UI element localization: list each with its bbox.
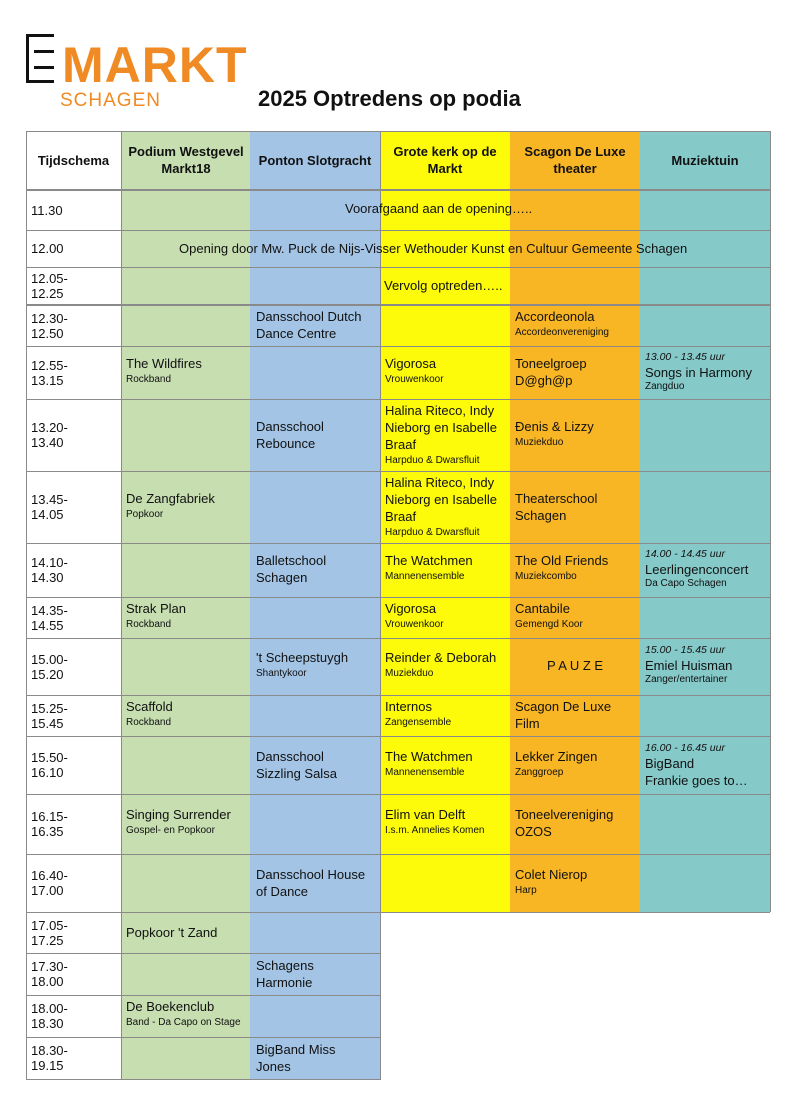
performer-name: Popkoor 't Zand: [126, 925, 218, 940]
row-divider: [26, 695, 770, 696]
performer-name-2: Frankie goes to…: [645, 773, 748, 788]
performer-name: The Watchmen: [385, 749, 473, 764]
performance-cell: [515, 866, 637, 899]
time-slot: 15.00-15.20: [31, 651, 68, 682]
performance-time: 15.00 - 15.45 uur: [645, 644, 725, 656]
logo-bar: [34, 50, 54, 53]
table-border: [26, 189, 770, 191]
performer-type: Harp: [515, 885, 537, 896]
performer-name: Songs in Harmony: [645, 365, 752, 380]
performance-cell: [385, 474, 505, 541]
performance-cell: [256, 308, 366, 342]
logo-bar: [26, 34, 29, 80]
span-pre-opening: Voorafgaand aan de opening…..: [345, 201, 533, 216]
performance-cell: [515, 806, 637, 840]
performer-name: Halina Riteco, Indy Nieborg en Isabelle Braaf: [385, 403, 498, 452]
performer-name: The Wildfires: [126, 356, 202, 371]
time-slot: 11.30: [31, 203, 63, 218]
performance-cell: [385, 806, 509, 839]
time-slot: 18.00-18.30: [31, 1001, 68, 1031]
row-divider: [26, 794, 770, 795]
performer-name: Scaffold: [126, 699, 173, 714]
row-divider: [26, 230, 770, 231]
performance-cell: [645, 741, 769, 789]
performance-cell: [385, 748, 505, 781]
performer-name: Accordeonola: [515, 309, 595, 324]
table-border: [26, 131, 27, 1079]
time-slot: 12.55-13.15: [31, 357, 68, 388]
logo-bar: [34, 66, 54, 69]
performance-cell: [126, 998, 250, 1031]
performer-type: Harpduo & Dwarsfluit: [385, 527, 480, 538]
performer-name: Dansschool Dutch Dance Centre: [256, 309, 362, 341]
performer-type: Mannenensemble: [385, 767, 465, 778]
performance-cell: [256, 418, 366, 452]
header-westgevel: Podium Westgevel Markt18: [128, 144, 244, 176]
performer-name: De Boekenclub: [126, 999, 215, 1014]
performance-cell: [126, 490, 246, 523]
span-opening: Opening door Mw. Puck de Nijs-Visser Wethouder Kunst en Cultuur Gemeente Schagen: [179, 241, 688, 256]
header-ponton: Ponton Slotgracht: [258, 152, 372, 168]
performer-type: Muziekduo: [385, 668, 434, 679]
time-slot: 16.15-16.35: [31, 809, 68, 839]
time-slot: 12.05-12.25: [31, 270, 68, 301]
performer-type: Zanger/entertainer: [645, 674, 728, 685]
time-slot: 13.20-13.40: [31, 420, 68, 450]
performer-type: Rockband: [126, 374, 172, 385]
table-border: [26, 131, 770, 132]
row-divider: [26, 597, 770, 598]
performer-type: Zangensemble: [385, 717, 452, 728]
performer-name: Đenis & Lizzy: [515, 419, 594, 434]
performance-cell: [256, 957, 366, 991]
time-slot: 17.30-18.00: [31, 959, 68, 989]
header-kerk: Grote kerk op de Markt: [393, 144, 497, 176]
performance-cell: [126, 698, 246, 731]
performance-cell: [385, 402, 505, 469]
performer-name: BigBand Miss Jones: [256, 1042, 336, 1074]
performer-name: Lekker Zingen: [515, 749, 598, 764]
performance-cell: [515, 490, 615, 524]
performance-cell: [515, 600, 637, 633]
col-divider: [770, 131, 771, 912]
header-time: Tijdschema: [37, 152, 110, 168]
logo-bar: [26, 34, 54, 37]
row-divider: [26, 995, 380, 996]
row-divider: [26, 471, 770, 472]
performer-name: Theaterschool Schagen: [515, 491, 598, 523]
row-divider: [26, 638, 770, 639]
performer-name: Halina Riteco, Indy Nieborg en Isabelle Braaf: [385, 475, 498, 524]
performance-cell: [515, 418, 637, 451]
performer-name: Internos: [385, 699, 432, 714]
performer-type: Shantykoor: [256, 668, 307, 679]
time-slot: 16.40-17.00: [31, 868, 68, 898]
performer-type: Rockband: [126, 717, 172, 728]
performer-name: BigBand: [645, 756, 695, 771]
performance-cell: [645, 643, 769, 686]
column-ponton: [250, 131, 380, 1079]
row-divider: [26, 854, 770, 855]
logo-markt: MARKT: [62, 37, 248, 93]
time-slot: 12.30-12.50: [31, 311, 68, 341]
performer-type: Mannenensemble: [385, 571, 465, 582]
performer-type: Vrouwenkoor: [385, 374, 444, 385]
time-slot: 15.25-15.45: [31, 700, 68, 731]
time-slot: 14.35-14.55: [31, 602, 68, 633]
performance-cell: [515, 308, 637, 341]
performer-type: Zanggroep: [515, 767, 564, 778]
col-divider: [121, 131, 122, 1079]
row-divider: [26, 736, 770, 737]
performer-name: Vigorosa: [385, 601, 437, 616]
time-slot: 17.05-17.25: [31, 917, 68, 948]
performer-name: Reinder & Deborah: [385, 650, 497, 665]
performer-type: Muziekduo: [515, 437, 564, 448]
performer-type: I.s.m. Annelies Komen: [385, 825, 485, 836]
performer-name: Vigorosa: [385, 356, 437, 371]
performance-cell: [515, 748, 637, 781]
performance-cell: [256, 866, 366, 900]
performance-cell: [515, 355, 595, 389]
row-divider: [26, 267, 770, 268]
performance-cell: [385, 698, 505, 731]
performer-type: Zangduo: [645, 381, 685, 392]
performer-name: P A U Z E: [546, 658, 604, 673]
performer-name: 't Scheepstuygh: [256, 650, 349, 665]
performer-name: Schagens Harmonie: [256, 958, 314, 990]
performance-cell: [126, 806, 250, 839]
performer-name: Elim van Delft: [385, 807, 466, 822]
logo-schagen: SCHAGEN: [60, 90, 161, 111]
uitmarkt-logo: [22, 28, 248, 113]
time-slot: 12.00: [31, 241, 64, 256]
performance-cell: [645, 350, 769, 393]
performance-time: 16.00 - 16.45 uur: [645, 742, 725, 754]
performance-cell: [385, 649, 509, 682]
performer-type: Accordeonvereniging: [515, 327, 609, 338]
span-vervolg: Vervolg optreden…..: [384, 278, 503, 293]
row-divider: [26, 953, 380, 954]
performance-time: 13.00 - 13.45 uur: [645, 351, 725, 363]
performer-type: Gospel- en Popkoor: [126, 825, 215, 836]
performer-name: The Old Friends: [515, 553, 609, 568]
performer-name: Cantabile: [515, 601, 570, 616]
performer-name: Leerlingenconcert: [645, 562, 749, 577]
performer-type: Vrouwenkoor: [385, 619, 444, 630]
performance-cell: [645, 547, 769, 590]
performance-cell: [385, 355, 505, 388]
performer-name: Dansschool Sizzling Salsa: [256, 749, 337, 781]
performer-name: Balletschool Schagen: [256, 553, 327, 585]
performer-type: Band - Da Capo on Stage: [126, 1017, 241, 1028]
col-divider: [380, 131, 381, 1079]
performer-name: The Watchmen: [385, 553, 473, 568]
performance-cell: [126, 355, 246, 388]
performer-name: Colet Nierop: [515, 867, 588, 882]
header-scagon: Scagon De Luxe theater: [524, 144, 626, 176]
row-divider: [26, 304, 770, 306]
row-divider: [26, 543, 770, 544]
time-slot: 18.30-19.15: [31, 1043, 68, 1073]
performance-cell: [126, 600, 246, 633]
row-divider: [26, 1037, 380, 1038]
performance-cell: [515, 698, 625, 732]
time-slot: 13.45-14.05: [31, 492, 68, 522]
row-divider: [26, 399, 770, 400]
performance-time: 14.00 - 14.45 uur: [645, 548, 725, 560]
performer-name: Toneelvereniging OZOS: [515, 807, 614, 839]
performer-type: Gemengd Koor: [515, 619, 583, 630]
performer-type: Muziekcombo: [515, 571, 577, 582]
performance-cell: [126, 924, 246, 941]
page-title: 2025 Optredens op podia: [258, 86, 521, 111]
performance-cell: [256, 649, 376, 682]
performer-type: Da Capo Schagen: [645, 578, 727, 589]
performance-cell: [256, 748, 366, 782]
performer-name: Toneelgroep D@gh@p: [515, 356, 587, 388]
performer-name: De Zangfabriek: [126, 491, 215, 506]
performer-name: Dansschool House of Dance: [256, 867, 366, 899]
performance-cell: [510, 657, 640, 674]
row-divider: [26, 912, 770, 913]
logo-bar: [26, 80, 54, 83]
performer-type: Popkoor: [126, 509, 164, 520]
performer-type: Harpduo & Dwarsfluit: [385, 455, 480, 466]
performance-cell: [256, 1041, 366, 1075]
header-muziektuin: Muziektuin: [671, 152, 739, 168]
performer-name: Emiel Huisman: [645, 658, 733, 673]
performance-cell: [256, 552, 366, 586]
performance-cell: [515, 552, 637, 585]
performer-name: Dansschool Rebounce: [256, 419, 324, 451]
performer-name: Strak Plan: [126, 601, 186, 616]
performer-type: Rockband: [126, 619, 172, 630]
performer-name: Scagon De Luxe Film: [515, 699, 612, 731]
time-slot: 14.10-14.30: [31, 555, 68, 585]
performance-cell: [385, 600, 505, 633]
performer-name: Singing Surrender: [126, 807, 231, 822]
table-border: [26, 1079, 381, 1080]
time-slot: 15.50-16.10: [31, 750, 68, 780]
performance-cell: [385, 552, 505, 585]
row-divider: [26, 346, 770, 347]
